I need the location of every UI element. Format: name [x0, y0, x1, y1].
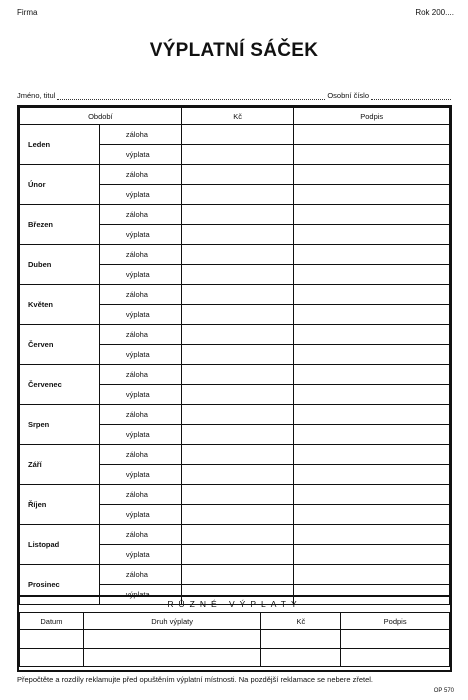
col-header-period: Období: [20, 108, 182, 125]
personal-number-label: Osobní číslo: [327, 91, 369, 100]
payment-label: výplata: [99, 305, 181, 325]
advance-label: záloha: [99, 405, 181, 425]
col-header-date: Datum: [20, 613, 84, 630]
month-label: Listopad: [20, 525, 100, 565]
payment-label: výplata: [99, 265, 181, 285]
advance-label: záloha: [99, 445, 181, 465]
payment-signature-cell[interactable]: [294, 145, 450, 165]
table-row: [20, 165, 450, 185]
payment-label: výplata: [99, 465, 181, 485]
advance-label: záloha: [99, 525, 181, 545]
table-row: [20, 125, 450, 145]
name-label: Jméno, titul: [17, 91, 56, 100]
month-label: Květen: [20, 285, 100, 325]
advance-signature-cell[interactable]: [294, 485, 450, 505]
advance-signature-cell[interactable]: [294, 405, 450, 425]
cell-sign[interactable]: [341, 630, 450, 649]
cell-amount[interactable]: [261, 630, 341, 649]
name-field[interactable]: [57, 91, 325, 100]
col-header-sign: Podpis: [341, 613, 450, 630]
payment-signature-cell[interactable]: [294, 465, 450, 485]
advance-amount-cell[interactable]: [181, 365, 294, 385]
col-header-type: Druh výplaty: [83, 613, 261, 630]
advance-amount-cell[interactable]: [181, 245, 294, 265]
form-code: OP 570: [433, 688, 454, 694]
advance-amount-cell[interactable]: [181, 565, 294, 585]
payment-label: výplata: [99, 145, 181, 165]
payment-amount-cell[interactable]: [181, 345, 294, 365]
advance-amount-cell[interactable]: [181, 125, 294, 145]
advance-amount-cell[interactable]: [181, 405, 294, 425]
month-label: Červen: [20, 325, 100, 365]
month-label: Duben: [20, 245, 100, 285]
cell-amount[interactable]: [261, 649, 341, 667]
payment-label: výplata: [99, 345, 181, 365]
advance-signature-cell[interactable]: [294, 525, 450, 545]
payment-label: výplata: [99, 425, 181, 445]
advance-signature-cell[interactable]: [294, 285, 450, 305]
other-header-row: [20, 613, 450, 630]
payment-signature-cell[interactable]: [294, 345, 450, 365]
payment-amount-cell[interactable]: [181, 145, 294, 165]
advance-label: záloha: [99, 365, 181, 385]
col-header-amount: Kč: [261, 613, 341, 630]
payment-label: výplata: [99, 545, 181, 565]
cell-type[interactable]: [83, 630, 261, 649]
table-row: [20, 365, 450, 385]
year-label: Rok 200....: [415, 8, 454, 17]
personal-number-field[interactable]: [371, 91, 451, 100]
advance-label: záloha: [99, 125, 181, 145]
payment-signature-cell[interactable]: [294, 385, 450, 405]
payment-amount-cell[interactable]: [181, 465, 294, 485]
advance-label: záloha: [99, 325, 181, 345]
other-payments-table: [19, 613, 450, 667]
advance-amount-cell[interactable]: [181, 285, 294, 305]
payment-label: výplata: [99, 585, 181, 605]
cell-sign[interactable]: [341, 649, 450, 667]
col-header-signature: Podpis: [294, 108, 450, 125]
payment-amount-cell[interactable]: [181, 425, 294, 445]
payment-amount-cell[interactable]: [181, 185, 294, 205]
table-row: [20, 525, 450, 545]
advance-signature-cell[interactable]: [294, 325, 450, 345]
month-label: Červenec: [20, 365, 100, 405]
advance-amount-cell[interactable]: [181, 165, 294, 185]
col-header-kc: Kč: [181, 108, 294, 125]
table-row: [20, 445, 450, 465]
document-title: VÝPLATNÍ SÁČEK: [149, 40, 319, 61]
month-label: Říjen: [20, 485, 100, 525]
month-label: Březen: [20, 205, 100, 245]
cell-type[interactable]: [83, 649, 261, 667]
advance-label: záloha: [99, 245, 181, 265]
month-label: Září: [20, 445, 100, 485]
payment-amount-cell[interactable]: [181, 385, 294, 405]
payment-signature-cell[interactable]: [294, 505, 450, 525]
advance-amount-cell[interactable]: [181, 525, 294, 545]
advance-signature-cell[interactable]: [294, 165, 450, 185]
footer-note: Přepočtěte a rozdíly reklamujte před opuštěním výplatní místnosti. Na pozdější reklamace se nebere zřetel.: [17, 675, 374, 684]
advance-signature-cell[interactable]: [294, 125, 450, 145]
payment-signature-cell[interactable]: [294, 265, 450, 285]
monthly-table: [19, 107, 450, 605]
advance-label: záloha: [99, 205, 181, 225]
table-row: [20, 245, 450, 265]
payment-amount-cell[interactable]: [181, 265, 294, 285]
table-row: [20, 565, 450, 585]
advance-amount-cell[interactable]: [181, 485, 294, 505]
payment-amount-cell[interactable]: [181, 225, 294, 245]
advance-signature-cell[interactable]: [294, 365, 450, 385]
payment-label: výplata: [99, 385, 181, 405]
advance-amount-cell[interactable]: [181, 205, 294, 225]
advance-label: záloha: [99, 285, 181, 305]
payment-amount-cell[interactable]: [181, 545, 294, 565]
advance-signature-cell[interactable]: [294, 565, 450, 585]
cell-date[interactable]: [20, 649, 84, 667]
advance-label: záloha: [99, 565, 181, 585]
payment-label: výplata: [99, 225, 181, 245]
payment-signature-cell[interactable]: [294, 425, 450, 445]
other-payments-title: RŮZNÉ VÝPLATY: [19, 595, 450, 613]
advance-amount-cell[interactable]: [181, 325, 294, 345]
month-label: Únor: [20, 165, 100, 205]
payment-label: výplata: [99, 505, 181, 525]
payment-signature-cell[interactable]: [294, 225, 450, 245]
advance-label: záloha: [99, 165, 181, 185]
advance-amount-cell[interactable]: [181, 445, 294, 465]
table-row: [20, 285, 450, 305]
table-row: [20, 405, 450, 425]
payment-amount-cell[interactable]: [181, 505, 294, 525]
table-row: [20, 630, 450, 649]
payment-amount-cell[interactable]: [181, 305, 294, 325]
advance-label: záloha: [99, 485, 181, 505]
month-label: Leden: [20, 125, 100, 165]
payment-signature-cell[interactable]: [294, 305, 450, 325]
table-row: [20, 485, 450, 505]
payment-label: výplata: [99, 185, 181, 205]
payment-signature-cell[interactable]: [294, 545, 450, 565]
month-label: Srpen: [20, 405, 100, 445]
advance-signature-cell[interactable]: [294, 205, 450, 225]
table-row: [20, 649, 450, 667]
advance-signature-cell[interactable]: [294, 245, 450, 265]
table-row: [20, 325, 450, 345]
name-line: [17, 91, 453, 100]
firma-label: Firma: [17, 8, 38, 17]
month-label: Prosinec: [20, 565, 100, 605]
table-row: [20, 205, 450, 225]
payment-signature-cell[interactable]: [294, 185, 450, 205]
advance-signature-cell[interactable]: [294, 445, 450, 465]
table-header-row: [20, 108, 450, 125]
payroll-form: [17, 105, 452, 672]
cell-date[interactable]: [20, 630, 84, 649]
